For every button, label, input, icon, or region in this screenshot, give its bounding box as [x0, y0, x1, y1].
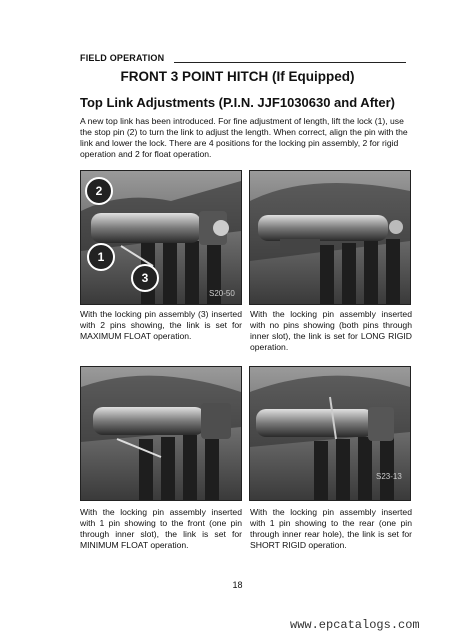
- photo-short-rigid: [249, 366, 411, 501]
- section-label: FIELD OPERATION: [80, 53, 165, 63]
- section-divider: [174, 62, 406, 63]
- caption-short-rigid: With the locking pin assembly inserted with 1 pin showing to the rear (one pin through inner rear hole), the link is set for SHORT RIGID operation.: [250, 507, 412, 550]
- caption-minimum-float: With the locking pin assembly inserted with 1 pin showing to the front (one pin through inner slot), the link is set for MINIMUM FLOAT operation.: [80, 507, 242, 550]
- callout-1-badge: 1: [87, 243, 115, 271]
- section-heading: Top Link Adjustments (P.I.N. JJF1030630 and After): [80, 95, 395, 110]
- callout-3-badge: 3: [131, 264, 159, 292]
- photo-long-rigid: [249, 170, 411, 305]
- figure-code: S20-50: [209, 289, 235, 298]
- page-title: FRONT 3 POINT HITCH (If Equipped): [120, 69, 355, 84]
- watermark-link[interactable]: www.epcatalogs.com: [290, 618, 420, 632]
- page-number: 18: [232, 580, 243, 590]
- figure-code: S23-13: [376, 472, 402, 481]
- caption-long-rigid: With the locking pin assembly inserted with no pins showing (both pins through inner slot), the link is set for LONG RIGID operation.: [250, 309, 412, 352]
- intro-paragraph: A new top link has been introduced. For fine adjustment of length, lift the lock (1), use the stop pin (2) to turn the link to adjust the length. When correct, align the pin with the link and lower the lock. There are 4 positions for the locking pin assembly, 2 for rigid operation and 2 for float operation.: [80, 116, 408, 159]
- caption-maximum-float: With the locking pin assembly (3) inserted with 2 pins showing, the link is set for MAXIMUM FLOAT operation.: [80, 309, 242, 341]
- callout-2-badge: 2: [85, 177, 113, 205]
- photo-maximum-float: [80, 170, 242, 305]
- photo-minimum-float: [80, 366, 242, 501]
